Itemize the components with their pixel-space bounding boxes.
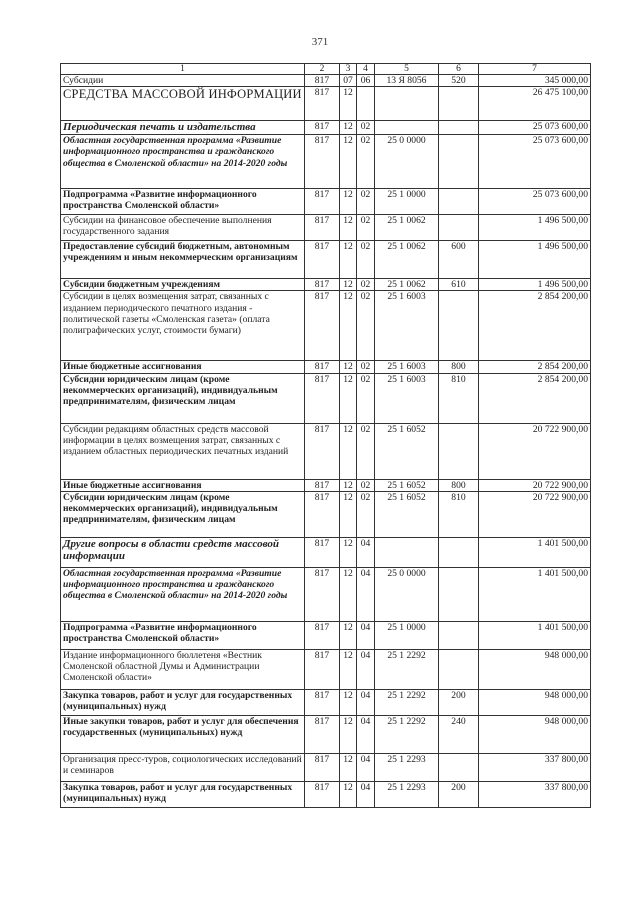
amount: 2 854 200,00 [479,373,591,423]
expense-type-code [439,649,479,689]
expense-type-code [439,291,479,361]
expense-type-code [439,189,479,215]
target-item-code: 25 1 2292 [375,715,439,753]
table-row [61,121,591,135]
subsection-code: 02 [357,241,375,279]
section-code: 12 [340,621,357,649]
header-cell: 4 [357,64,375,75]
amount: 1 401 500,00 [479,537,591,567]
amount: 1 496 500,00 [479,215,591,241]
target-item-code [375,537,439,567]
admin-code: 817 [305,291,340,361]
target-item-code [375,121,439,135]
target-item-code: 25 1 6052 [375,479,439,491]
row-name: Субсидии на финансовое обеспечение выполнения государственного задания [61,215,305,241]
table-row [61,781,591,807]
row-name: Субсидии в целях возмещения затрат, связанных с изданием периодического печатного издания - политической газеты «Смоленская газета» (оплата полиграфических услуг, стоимости бумаги) [61,291,305,361]
subsection-code: 02 [357,121,375,135]
table-row [61,87,591,121]
target-item-code: 25 1 6003 [375,373,439,423]
target-item-code: 25 1 6052 [375,491,439,537]
amount: 337 800,00 [479,753,591,781]
expense-type-code [439,753,479,781]
table-row [61,715,591,753]
row-name: Субсидии юридическим лицам (кроме некоммерческих организаций), индивидуальным предпринимателям, физическим лицам [61,373,305,423]
admin-code: 817 [305,361,340,373]
table-row [61,423,591,479]
admin-code: 817 [305,135,340,189]
section-code: 12 [340,491,357,537]
amount: 948 000,00 [479,715,591,753]
table-row [61,689,591,715]
subsection-code: 02 [357,491,375,537]
table-row [61,291,591,361]
expense-type-code [439,567,479,621]
amount: 1 496 500,00 [479,279,591,291]
admin-code: 817 [305,189,340,215]
admin-code: 817 [305,689,340,715]
subsection-code: 04 [357,649,375,689]
subsection-code: 02 [357,373,375,423]
row-name: Организация пресс-туров, социологических исследований и семинаров [61,753,305,781]
section-code: 12 [340,423,357,479]
section-code: 12 [340,479,357,491]
amount: 337 800,00 [479,781,591,807]
section-code: 07 [340,75,357,87]
subsection-code: 04 [357,621,375,649]
row-name: Субсидии юридическим лицам (кроме некоммерческих организаций), индивидуальным предпринимателям, физическим лицам [61,491,305,537]
header-cell: 3 [340,64,357,75]
amount: 2 854 200,00 [479,361,591,373]
admin-code: 817 [305,781,340,807]
expense-type-code: 520 [439,75,479,87]
subsection-code: 02 [357,279,375,291]
admin-code: 817 [305,567,340,621]
section-code: 12 [340,279,357,291]
expense-type-code [439,135,479,189]
header-cell: 6 [439,64,479,75]
row-name: Субсидии бюджетным учреждениям [61,279,305,291]
expense-type-code: 600 [439,241,479,279]
row-name: Иные бюджетные ассигнования [61,479,305,491]
row-name: Областная государственная программа «Развитие информационного пространства и гражданского общества в Смоленской области» на 2014-2020 годы [61,135,305,189]
subsection-code: 04 [357,753,375,781]
target-item-code: 25 0 0000 [375,135,439,189]
section-code: 12 [340,361,357,373]
amount: 1 496 500,00 [479,241,591,279]
section-code: 12 [340,135,357,189]
subsection-code: 02 [357,423,375,479]
target-item-code: 25 1 0062 [375,215,439,241]
expense-type-code [439,423,479,479]
admin-code: 817 [305,215,340,241]
row-name: Иные бюджетные ассигнования [61,361,305,373]
expense-type-code: 810 [439,491,479,537]
amount: 26 475 100,00 [479,87,591,121]
section-code: 12 [340,567,357,621]
table-row [61,567,591,621]
table-row [61,621,591,649]
expense-type-code: 610 [439,279,479,291]
admin-code: 817 [305,649,340,689]
amount: 20 722 900,00 [479,491,591,537]
expense-type-code [439,215,479,241]
admin-code: 817 [305,479,340,491]
header-cell: 2 [305,64,340,75]
target-item-code: 25 0 0000 [375,567,439,621]
section-code: 12 [340,121,357,135]
table-row [61,279,591,291]
subsection-code: 02 [357,291,375,361]
row-name: СРЕДСТВА МАССОВОЙ ИНФОРМАЦИИ [61,87,305,121]
subsection-code: 04 [357,567,375,621]
table-row [61,373,591,423]
section-code: 12 [340,781,357,807]
row-name: Субсидии [61,75,305,87]
page-number: 371 [311,36,329,48]
target-item-code: 25 1 6052 [375,423,439,479]
target-item-code: 13 Я 8056 [375,75,439,87]
subsection-code: 04 [357,689,375,715]
row-name: Издание информационного бюллетеня «Вестник Смоленской областной Думы и Администрации Смоленской области» [61,649,305,689]
target-item-code: 25 1 0000 [375,621,439,649]
target-item-code: 25 1 2293 [375,753,439,781]
amount: 948 000,00 [479,649,591,689]
section-code: 12 [340,649,357,689]
subsection-code: 02 [357,479,375,491]
section-code: 12 [340,291,357,361]
expense-type-code: 200 [439,689,479,715]
subsection-code: 04 [357,537,375,567]
table-row [61,753,591,781]
subsection-code: 06 [357,75,375,87]
subsection-code: 02 [357,361,375,373]
target-item-code: 25 1 0000 [375,189,439,215]
section-code: 12 [340,753,357,781]
expense-type-code [439,87,479,121]
target-item-code: 25 1 2292 [375,689,439,715]
target-item-code: 25 1 2293 [375,781,439,807]
expense-type-code [439,621,479,649]
expense-type-code: 800 [439,361,479,373]
row-name: Закупка товаров, работ и услуг для государственных (муниципальных) нужд [61,689,305,715]
section-code: 12 [340,241,357,279]
table-row [61,241,591,279]
row-name: Субсидии редакциям областных средств массовой информации в целях возмещения затрат, связанных с изданием областных периодических печатных изданий [61,423,305,479]
admin-code: 817 [305,423,340,479]
admin-code: 817 [305,753,340,781]
admin-code: 817 [305,241,340,279]
subsection-code: 02 [357,189,375,215]
subsection-code [357,87,375,121]
target-item-code: 25 1 0062 [375,279,439,291]
table-row [61,491,591,537]
admin-code: 817 [305,87,340,121]
row-name: Другие вопросы в области средств массовой информации [61,537,305,567]
subsection-code: 02 [357,135,375,189]
target-item-code: 25 1 0062 [375,241,439,279]
admin-code: 817 [305,75,340,87]
subsection-code: 04 [357,781,375,807]
expense-type-code: 810 [439,373,479,423]
admin-code: 817 [305,491,340,537]
table-header-row [61,64,591,75]
row-name: Предоставление субсидий бюджетным, автономным учреждениям и иным некоммерческим организациям [61,241,305,279]
section-code: 12 [340,87,357,121]
table-row [61,189,591,215]
table-row [61,361,591,373]
target-item-code: 25 1 6003 [375,361,439,373]
amount: 25 073 600,00 [479,135,591,189]
table-row [61,135,591,189]
expense-type-code: 800 [439,479,479,491]
row-name: Областная государственная программа «Развитие информационного пространства и гражданского общества в Смоленской области» на 2014-2020 годы [61,567,305,621]
amount: 2 854 200,00 [479,291,591,361]
admin-code: 817 [305,279,340,291]
expense-type-code: 200 [439,781,479,807]
table-row [61,75,591,87]
target-item-code: 25 1 6003 [375,291,439,361]
header-cell: 5 [375,64,439,75]
header-cell: 7 [479,64,591,75]
row-name: Подпрограмма «Развитие информационного пространства Смоленской области» [61,621,305,649]
admin-code: 817 [305,121,340,135]
amount: 25 073 600,00 [479,189,591,215]
admin-code: 817 [305,373,340,423]
amount: 948 000,00 [479,689,591,715]
section-code: 12 [340,689,357,715]
budget-table [60,63,591,808]
row-name: Периодическая печать и издательства [61,121,305,135]
section-code: 12 [340,373,357,423]
amount: 1 401 500,00 [479,621,591,649]
expense-type-code: 240 [439,715,479,753]
section-code: 12 [340,189,357,215]
admin-code: 817 [305,621,340,649]
header-cell: 1 [61,64,305,75]
section-code: 12 [340,537,357,567]
admin-code: 817 [305,537,340,567]
admin-code: 817 [305,715,340,753]
amount: 20 722 900,00 [479,423,591,479]
expense-type-code [439,537,479,567]
row-name: Иные закупки товаров, работ и услуг для обеспечения государственных (муниципальных) нужд [61,715,305,753]
expense-type-code [439,121,479,135]
table-row [61,537,591,567]
table-row [61,215,591,241]
amount: 1 401 500,00 [479,567,591,621]
table-row [61,649,591,689]
amount: 20 722 900,00 [479,479,591,491]
target-item-code [375,87,439,121]
section-code: 12 [340,215,357,241]
amount: 25 073 600,00 [479,121,591,135]
row-name: Закупка товаров, работ и услуг для государственных (муниципальных) нужд [61,781,305,807]
subsection-code: 02 [357,215,375,241]
target-item-code: 25 1 2292 [375,649,439,689]
subsection-code: 04 [357,715,375,753]
section-code: 12 [340,715,357,753]
row-name: Подпрограмма «Развитие информационного пространства Смоленской области» [61,189,305,215]
table-row [61,479,591,491]
amount: 345 000,00 [479,75,591,87]
